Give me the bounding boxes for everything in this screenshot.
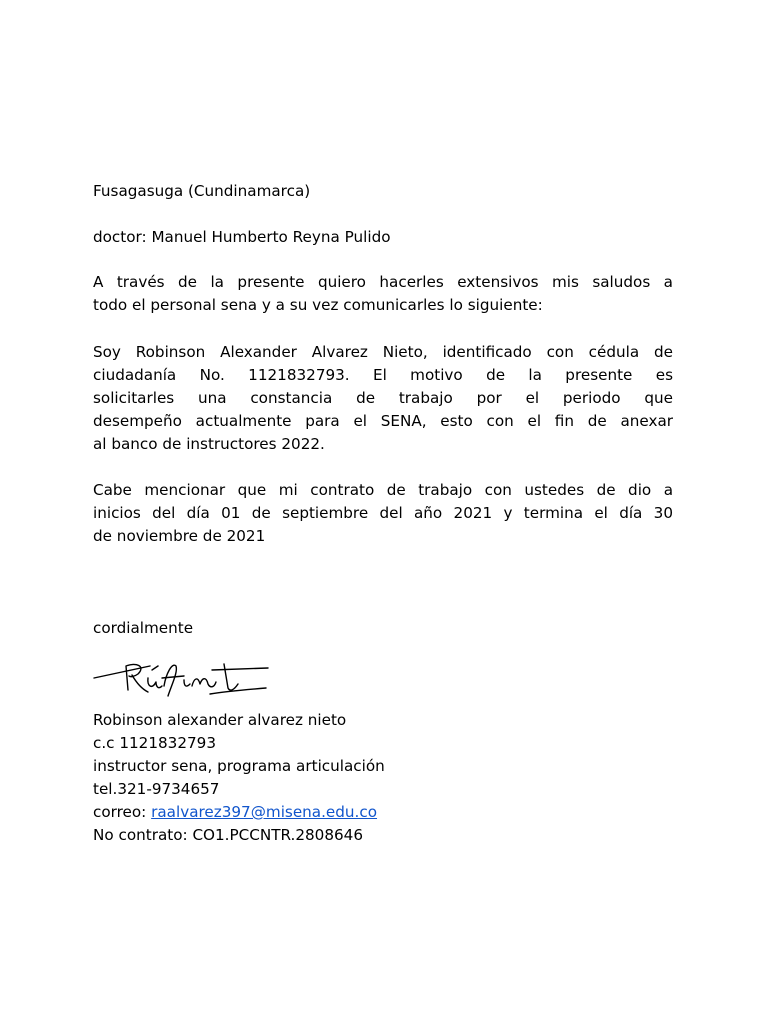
paragraph-line: Cabe mencionar que mi contrato de trabajo con ustedes de dio a — [93, 481, 673, 499]
paragraph-line: Soy Robinson Alexander Alvarez Nieto, identificado con cédula de — [93, 343, 673, 361]
signer-id: c.c 1121832793 — [93, 734, 216, 752]
paragraph-line: desempeño actualmente para el SENA, esto con el fin de anexar — [93, 412, 673, 430]
paragraph-line: de noviembre de 2021 — [93, 527, 266, 545]
closing-text: cordialmente — [93, 619, 194, 637]
paragraph-line: todo el personal sena y a su vez comunicarles lo siguiente: — [93, 296, 543, 314]
paragraph-greeting — [93, 271, 673, 317]
signer-phone: tel.321-9734657 — [93, 780, 220, 798]
signer-role: instructor sena, programa articulación — [93, 757, 385, 775]
paragraph-line: A través de la presente quiero hacerles extensivos mis saludos a — [93, 273, 673, 291]
paragraph-line: inicios del día 01 de septiembre del año 2021 y termina el día 30 — [93, 504, 673, 522]
letter-recipient: doctor: Manuel Humberto Reyna Pulido — [93, 228, 391, 246]
paragraph-line: al banco de instructores 2022. — [93, 435, 325, 453]
paragraph-request — [93, 341, 673, 456]
email-link[interactable]: raalvarez397@misena.edu.co — [151, 803, 378, 821]
paragraph-contract — [93, 479, 673, 548]
letter-place: Fusagasuga (Cundinamarca) — [93, 182, 311, 200]
paragraph-line: ciudadanía No. 1121832793. El motivo de la presente es — [93, 366, 673, 384]
signer-email-row — [93, 801, 377, 824]
signer-name: Robinson alexander alvarez nieto — [93, 711, 347, 729]
paragraph-line: solicitarles una constancia de trabajo por el periodo que — [93, 389, 673, 407]
email-label: correo: — [93, 803, 152, 821]
signer-contract: No contrato: CO1.PCCNTR.2808646 — [93, 826, 363, 844]
handwritten-signature — [92, 656, 272, 700]
